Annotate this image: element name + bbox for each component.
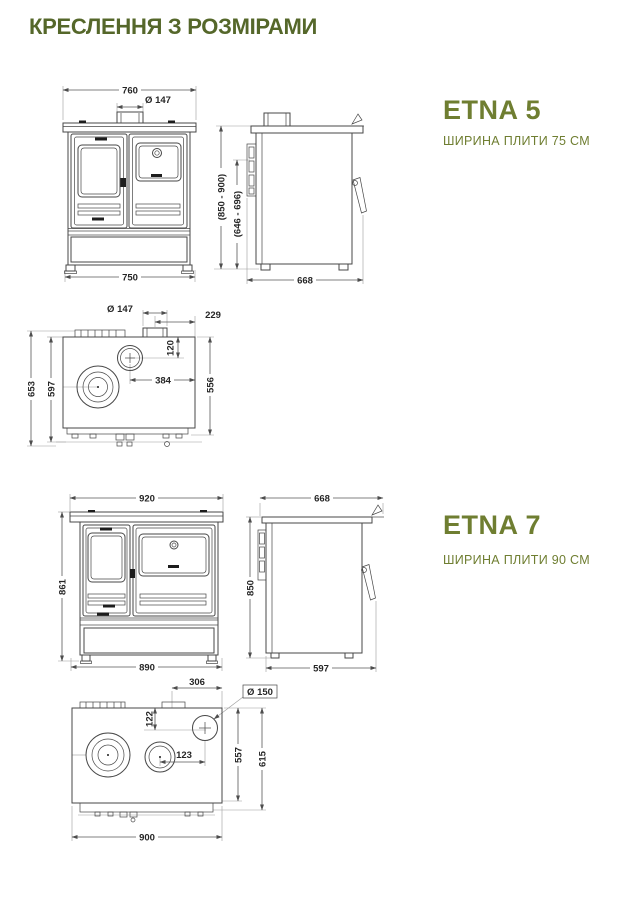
- foot: [345, 653, 353, 658]
- ash-drawer: [84, 628, 214, 653]
- foot: [271, 653, 279, 658]
- dim-depth-top-view: 557: [233, 747, 245, 763]
- dim-flue-offset: 306: [189, 677, 205, 688]
- damper-lever: [352, 114, 362, 124]
- etna5-side-view: [247, 113, 367, 270]
- dim-chimney-diameter-top: Ø 147: [107, 304, 133, 315]
- dim-top-width: 920: [139, 493, 155, 505]
- foot: [208, 655, 216, 661]
- etna5-dimension-lines: [31, 90, 363, 446]
- etna5-front-view: [63, 112, 196, 274]
- brand-logo: [151, 174, 162, 177]
- stove-body-side: [256, 133, 352, 264]
- chimney-stub-top: [162, 702, 185, 708]
- plinth: [80, 803, 213, 812]
- etna7-side-view: [258, 505, 384, 658]
- door-handle-side: [362, 565, 376, 601]
- back-vent: [75, 330, 125, 337]
- dim-depth-overall: 653: [26, 381, 38, 397]
- ash-drawer: [71, 237, 187, 262]
- door-handle-side: [353, 178, 367, 214]
- right-door-window: [139, 534, 209, 576]
- etna7-top-view: [72, 685, 277, 822]
- dim-depth-bottom: 597: [313, 663, 329, 675]
- dim-depth-top: 556: [205, 377, 217, 393]
- dim-total-height: (850 - 900): [216, 173, 228, 221]
- foot: [183, 265, 192, 271]
- dim-height: 861: [57, 579, 69, 595]
- door-latch: [100, 528, 112, 531]
- thermometer: [153, 149, 162, 158]
- back-vent: [80, 702, 125, 708]
- chimney-stub-top: [143, 328, 167, 337]
- left-door-window: [88, 533, 125, 582]
- cooktop-plate-side: [251, 126, 363, 133]
- left-door-window: [78, 145, 120, 197]
- foot: [261, 264, 270, 270]
- dim-depth-body: 597: [46, 381, 58, 397]
- dim-chimney-diameter: Ø 147: [145, 95, 171, 106]
- dim-width: 900: [139, 832, 155, 844]
- dim-bottom-width: 890: [139, 662, 155, 674]
- dim-side-height: 850: [245, 580, 257, 596]
- damper-lever: [372, 505, 382, 515]
- dim-depth-top: 668: [314, 493, 330, 505]
- etna7-subtitle: ШИРИНА ПЛИТИ 90 СМ: [443, 553, 590, 567]
- left-door: [83, 525, 130, 616]
- cooktop-plate: [70, 512, 223, 522]
- etna7-heading: ETNA 7: [443, 510, 542, 540]
- dim-depth: 668: [297, 275, 313, 287]
- door-handle: [121, 178, 127, 187]
- door-latch: [95, 138, 107, 141]
- etna5-technical-drawing: [0, 76, 420, 458]
- dim-flue-height: (646 - 696): [232, 190, 244, 238]
- dim-depth-overall: 615: [257, 751, 269, 767]
- right-door: [133, 525, 215, 616]
- door-handle: [130, 569, 135, 578]
- etna7-technical-drawing: [0, 484, 420, 849]
- etna7-extension-lines: [58, 494, 383, 841]
- dim-flue-to-right: 229: [205, 310, 221, 321]
- dim-flue-to-back: 120: [165, 340, 177, 356]
- dim-chimney-diameter: Ø 150: [247, 687, 273, 698]
- thermometer: [170, 541, 178, 549]
- dim-flue-to-back: 122: [144, 711, 156, 727]
- etna7-front-view: [70, 510, 223, 664]
- foot: [66, 265, 75, 271]
- dim-bottom-width: 750: [122, 272, 138, 284]
- cooktop-plate: [63, 123, 196, 132]
- etna5-subtitle: ШИРИНА ПЛИТИ 75 СМ: [443, 134, 590, 148]
- stove-body-side: [266, 523, 362, 653]
- foot: [339, 264, 348, 270]
- dim-top-width: 760: [122, 85, 138, 97]
- stove-body: [80, 522, 218, 655]
- cooktop-plate-side: [262, 517, 372, 523]
- dim-burner-to-flue: 123: [176, 750, 192, 761]
- page-title: КРЕСЛЕННЯ З РОЗМІРАМИ: [29, 14, 318, 39]
- foot: [82, 655, 90, 661]
- etna5-heading: ETNA 5: [443, 95, 542, 125]
- brand-logo: [168, 565, 179, 568]
- dim-flue-center-right: 384: [155, 375, 171, 387]
